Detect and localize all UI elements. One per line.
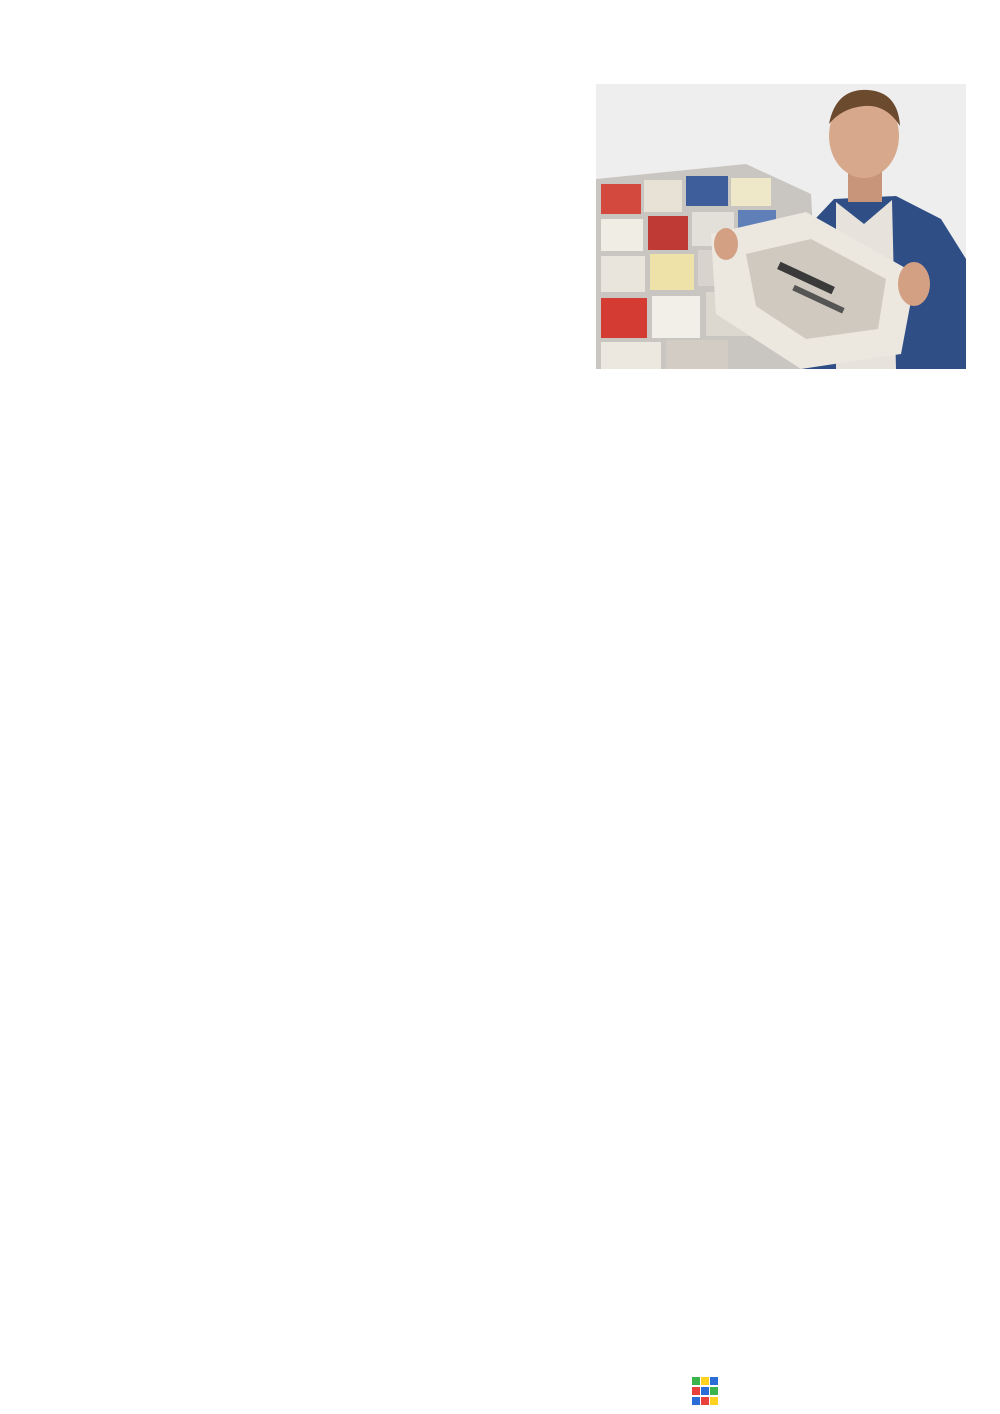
liveworksheets-logo-mark-icon [692,1377,718,1405]
man-reading-newspaper-photo [596,84,966,369]
liveworksheets-logo [692,1374,722,1408]
